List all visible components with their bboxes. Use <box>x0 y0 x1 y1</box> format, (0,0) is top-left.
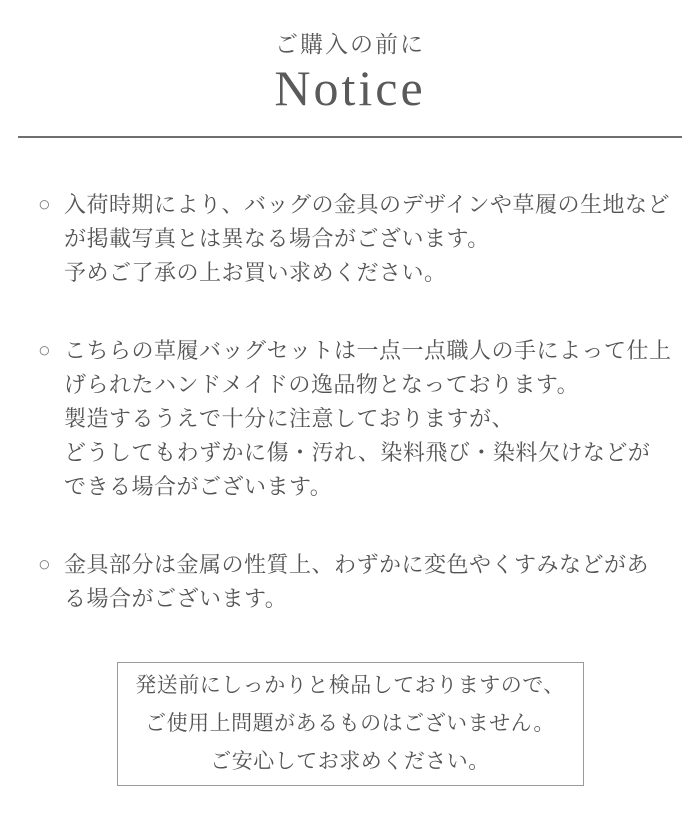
notice-list <box>0 188 700 616</box>
footer-line: ご安心してお求めください。 <box>210 750 490 773</box>
notice-line: が掲載写真とは異なる場合がございます。 <box>64 226 490 251</box>
notice-line: こちらの草履バッグセットは一点一点職人の手によって仕上 <box>64 338 672 363</box>
header-divider <box>18 136 682 138</box>
footer-line: ご使用上問題があるものはございません。 <box>145 712 555 735</box>
notice-line: 入荷時期により、バッグの金具のデザインや草履の生地など <box>64 192 670 217</box>
notice-line: げられたハンドメイドの逸品物となっております。 <box>64 372 580 397</box>
notice-item-stock-variation <box>38 188 670 290</box>
header-subtitle: ご購入の前に <box>275 32 425 57</box>
notice-line: できる場合がございます。 <box>64 474 333 499</box>
notice-line: 製造するうえで十分に注意しておりますが、 <box>64 406 515 431</box>
page-title: Notice <box>274 60 426 116</box>
page-header <box>0 0 700 116</box>
notice-line: 金具部分は金属の性質上、わずかに変色やくすみなどがあ <box>64 552 650 577</box>
circle-bullet-icon: ○ <box>38 193 51 216</box>
notice-line: 予めご了承の上お買い求めください。 <box>64 260 447 285</box>
notice-item-metal-parts <box>38 548 670 616</box>
inspection-assurance-box <box>117 662 584 786</box>
circle-bullet-icon: ○ <box>38 553 51 576</box>
notice-item-handmade <box>38 334 670 504</box>
notice-line: る場合がございます。 <box>64 586 288 611</box>
notice-text <box>64 188 670 290</box>
notice-text <box>64 548 670 616</box>
footer-line: 発送前にしっかりと検品しておりますので、 <box>135 674 565 697</box>
notice-text <box>64 334 672 504</box>
circle-bullet-icon: ○ <box>38 339 51 362</box>
notice-line: どうしてもわずかに傷・汚れ、染料飛び・染料欠けなどが <box>64 440 651 465</box>
